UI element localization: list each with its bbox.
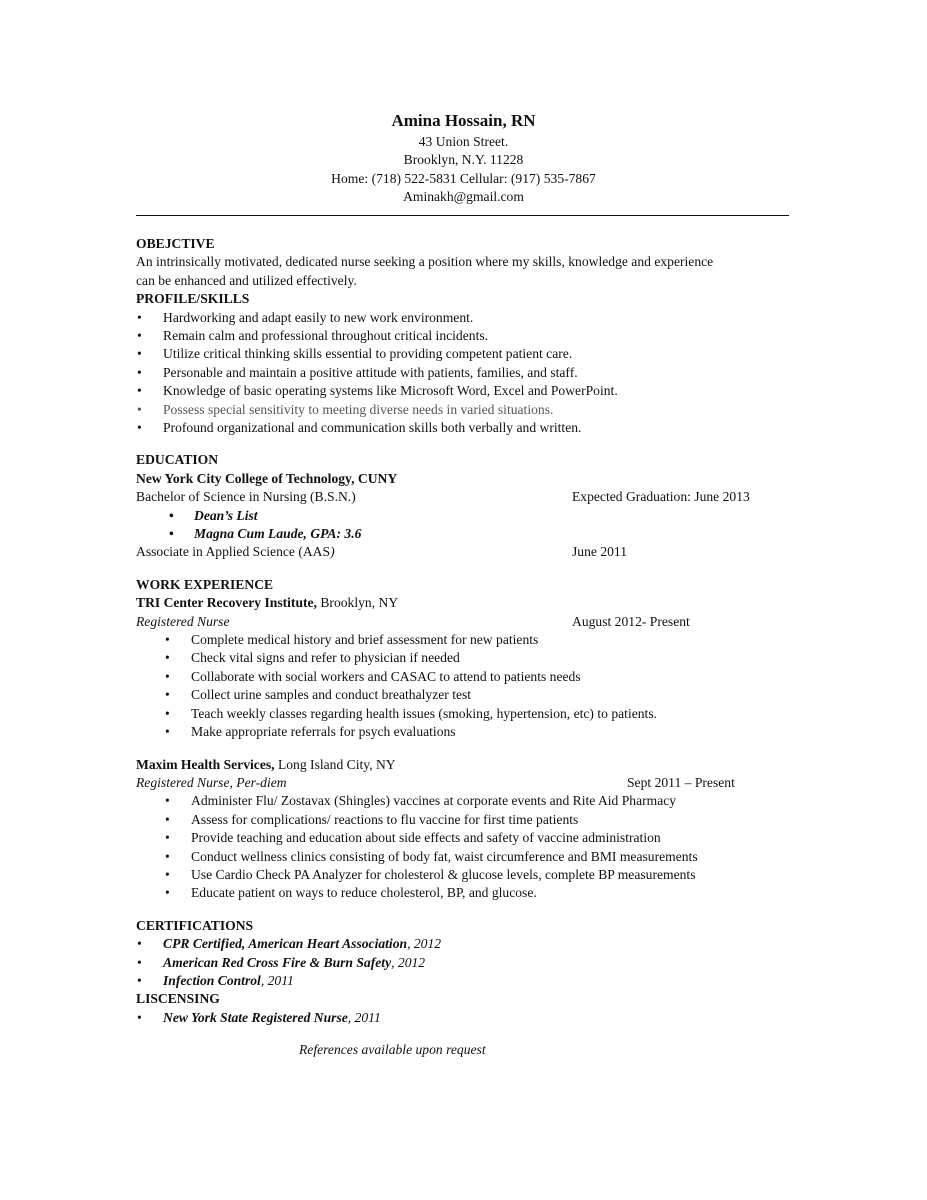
list-item: • Check vital signs and refer to physician if needed <box>136 649 789 667</box>
employer-location: Brooklyn, NY <box>316 595 399 611</box>
job-title: Registered Nurse <box>136 613 230 629</box>
candidate-name: Amina Hossain, RN <box>391 111 536 130</box>
degree-row <box>136 543 789 561</box>
contact-header <box>0 110 927 207</box>
job-dates: Sept 2011 – Present <box>627 774 735 790</box>
list-item: • Possess special sensitivity to meeting diverse needs in varied situations. <box>136 401 789 419</box>
certifications-heading: CERTIFICATIONS <box>136 917 254 933</box>
degree-aas-date: June 2011 <box>572 544 627 560</box>
city-address: Brooklyn, N.Y. 11228 <box>403 152 524 168</box>
phone-numbers: Home: (718) 522-5831 Cellular: (917) 535-7867 <box>331 170 596 186</box>
school-name: New York City College of Technology, CUNY <box>136 470 398 486</box>
job-title: Registered Nurse, Per-diem <box>136 774 287 790</box>
list-item: • Hardworking and adapt easily to new work environment. <box>136 309 789 327</box>
licensing-list <box>136 1009 789 1027</box>
list-item: • Use Cardio Check PA Analyzer for cholesterol & glucose levels, complete BP measurements <box>136 866 789 884</box>
work-heading: WORK EXPERIENCE <box>136 576 274 592</box>
employer-name: TRI Center Recovery Institute, <box>136 595 317 611</box>
degree-row <box>136 488 789 506</box>
list-item: • Remain calm and professional throughout critical incidents. <box>136 327 789 345</box>
resume-body <box>136 235 789 1027</box>
header-divider <box>136 215 789 216</box>
list-item: • Profound organizational and communication skills both verbally and written. <box>136 419 789 437</box>
references-note: References available upon request <box>299 1042 486 1057</box>
objective-heading: OBEJCTIVE <box>136 236 215 251</box>
list-item: • American Red Cross Fire & Burn Safety, 2012 <box>136 954 789 972</box>
list-item: • Make appropriate referrals for psych evaluations <box>136 723 789 741</box>
list-item: • Collect urine samples and conduct breathalyzer test <box>136 686 789 704</box>
degree-aas: Associate in Applied Science (AAS) <box>136 544 335 560</box>
profile-heading: PROFILE/SKILLS <box>136 291 250 307</box>
honor-item: • Magna Cum Laude, GPA: 3.6 <box>136 525 789 543</box>
job-title-row <box>136 613 789 631</box>
list-item: • Conduct wellness clinics consisting of body fat, waist circumference and BMI measurements <box>136 848 789 866</box>
email-address: Aminakh@gmail.com <box>403 189 524 205</box>
degree-bsn-date: Expected Graduation: June 2013 <box>572 489 750 505</box>
duties-list <box>136 631 789 741</box>
list-item: • Personable and maintain a positive attitude with patients, families, and staff. <box>136 364 789 382</box>
list-item: • Complete medical history and brief assessment for new patients <box>136 631 789 649</box>
list-item: • Provide teaching and education about side effects and safety of vaccine administration <box>136 829 789 847</box>
honors-list <box>136 507 789 544</box>
list-item: • New York State Registered Nurse, 2011 <box>136 1009 789 1027</box>
licensing-heading: LISCENSING <box>136 991 220 1007</box>
job-employer-line <box>136 756 789 774</box>
job-title-row <box>136 774 789 792</box>
list-item: • Teach weekly classes regarding health issues (smoking, hypertension, etc) to patients. <box>136 705 789 723</box>
list-item: • Educate patient on ways to reduce cholesterol, BP, and glucose. <box>136 884 789 902</box>
profile-list <box>136 309 789 438</box>
honor-item: • Dean’s List <box>136 507 789 525</box>
list-item: • Collaborate with social workers and CASAC to attend to patients needs <box>136 668 789 686</box>
list-item: • Infection Control, 2011 <box>136 972 789 990</box>
job-dates: August 2012- Present <box>572 613 690 629</box>
job-employer-line <box>136 594 789 612</box>
education-heading: EDUCATION <box>136 452 219 468</box>
list-item: • Assess for complications/ reactions to flu vaccine for first time patients <box>136 811 789 829</box>
objective-text-line2: can be enhanced and utilized effectively. <box>136 272 357 288</box>
certifications-list <box>136 935 789 990</box>
employer-name: Maxim Health Services, <box>136 756 275 772</box>
street-address: 43 Union Street. <box>418 134 509 149</box>
degree-bsn: Bachelor of Science in Nursing (B.S.N.) <box>136 489 356 505</box>
list-item: • Knowledge of basic operating systems like Microsoft Word, Excel and PowerPoint. <box>136 382 789 400</box>
list-item: • CPR Certified, American Heart Association, 2012 <box>136 935 789 953</box>
employer-location: Long Island City, NY <box>274 756 396 772</box>
list-item: • Utilize critical thinking skills essential to providing competent patient care. <box>136 345 789 363</box>
duties-list <box>136 792 789 902</box>
objective-text-line1: An intrinsically motivated, dedicated nurse seeking a position where my skills, knowledge and experience <box>136 254 714 270</box>
list-item: • Administer Flu/ Zostavax (Shingles) vaccines at corporate events and Rite Aid Pharmacy <box>136 792 789 810</box>
